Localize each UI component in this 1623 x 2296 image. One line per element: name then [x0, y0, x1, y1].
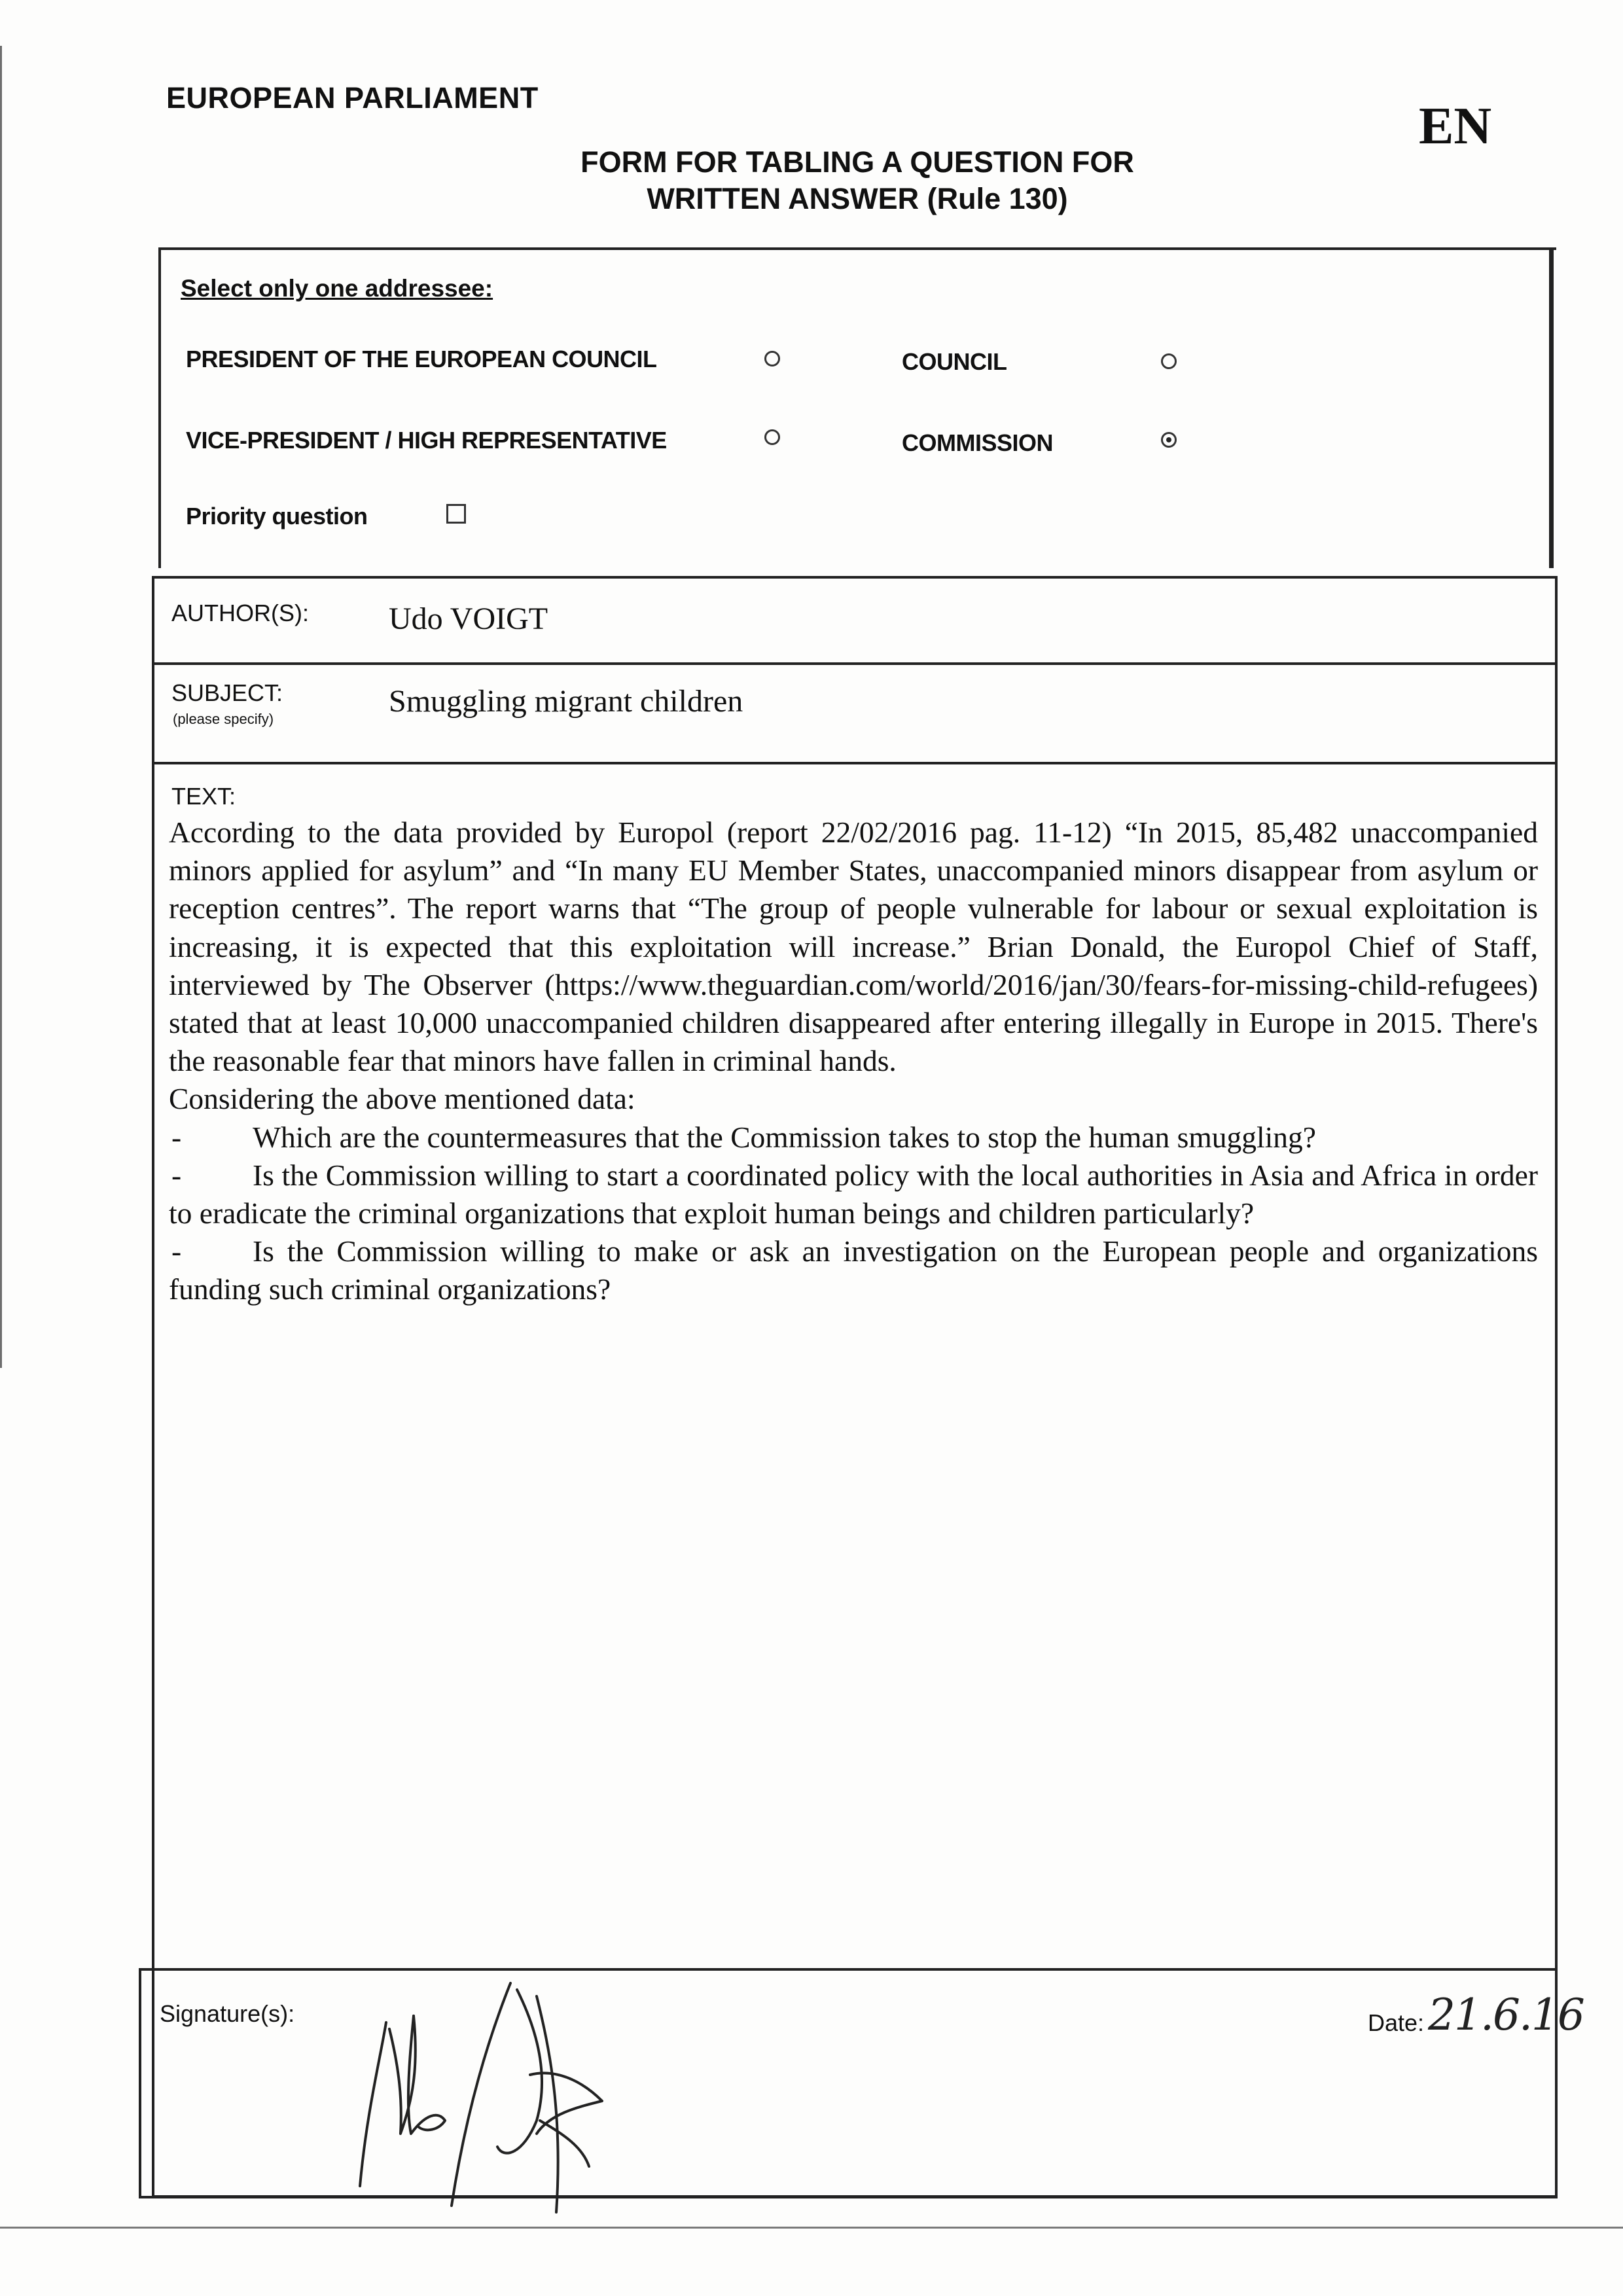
question-item-1: - Which are the countermeasures that the Commission takes to stop the human smuggling? — [171, 1120, 1317, 1154]
institution-name: EUROPEAN PARLIAMENT — [166, 81, 539, 115]
author-value: Udo VOIGT — [389, 601, 548, 636]
question-item-3: - Is the Commission willing to make or ask an investigation on the European people and organizations funding such criminal organizations? — [169, 1234, 1538, 1306]
date-label: Date: — [1368, 2009, 1425, 2036]
addressee-instruction: Select only one addressee: — [181, 275, 493, 302]
language-code: EN — [1419, 98, 1492, 155]
radio-president-european-council[interactable] — [764, 351, 780, 367]
text-paragraph: According to the data provided by Europol (report 22/02/2016 pag. 11-12) “In 2015, 85,482 unaccompanied minors applied for asylum” and “In many EU Member States, unaccompanied minors disappear from asylum or reception centres”. The report warns that “The group of people vulnerable for labour or sexual exploitation is increasing, it is expected that this exploitation will increase.” Brian Donald, the Europol Chief of Staff, interviewed by The Observer (https://www.theguardian.com/world/2016/jan/30/fears-for-missing-child-refugees) stated that at least 10,000 unaccompanied children disappeared after entering illegally in Europe in 2015. There's the reasonable fear that minors have fallen in criminal hands. — [169, 816, 1538, 1078]
priority-question-label: Priority question — [186, 503, 368, 529]
option-label-council: COUNCIL — [902, 348, 1007, 375]
radio-council[interactable] — [1161, 353, 1177, 369]
option-label-vice-president: VICE-PRESIDENT / HIGH REPRESENTATIVE — [186, 427, 667, 454]
signature-label: Signature(s): — [160, 2000, 295, 2027]
subject-label: SUBJECT: — [171, 679, 283, 706]
scan-edge-left — [0, 46, 2, 1368]
question-item-2: - Is the Commission willing to start a coordinated policy with the local authorities in Asia and Africa in order to eradicate the criminal organizations that exploit human beings and children particularly? — [169, 1158, 1538, 1230]
text-lead-in: Considering the above mentioned data: — [169, 1082, 635, 1116]
option-label-president-european-council: PRESIDENT OF THE EUROPEAN COUNCIL — [186, 346, 657, 372]
author-label: AUTHOR(S): — [171, 600, 309, 626]
form-title-line-2: WRITTEN ANSWER (Rule 130) — [647, 182, 1068, 215]
option-label-commission: COMMISSION — [902, 429, 1054, 456]
date-value: 21.6.16 — [1428, 1990, 1584, 2040]
priority-question-checkbox[interactable] — [446, 504, 466, 524]
divider-subject — [152, 762, 1558, 764]
handwritten-signature — [340, 1970, 641, 2219]
divider-author — [152, 662, 1558, 665]
radio-commission[interactable] — [1161, 432, 1177, 448]
form-title-line-1: FORM FOR TABLING A QUESTION FOR — [580, 145, 1134, 179]
subject-hint: (please specify) — [173, 711, 274, 727]
scan-edge-bottom — [0, 2227, 1623, 2229]
question-text — [169, 814, 1538, 1309]
subject-value: Smuggling migrant children — [389, 684, 743, 719]
text-label: TEXT: — [171, 783, 236, 810]
radio-vice-president[interactable] — [764, 429, 780, 445]
